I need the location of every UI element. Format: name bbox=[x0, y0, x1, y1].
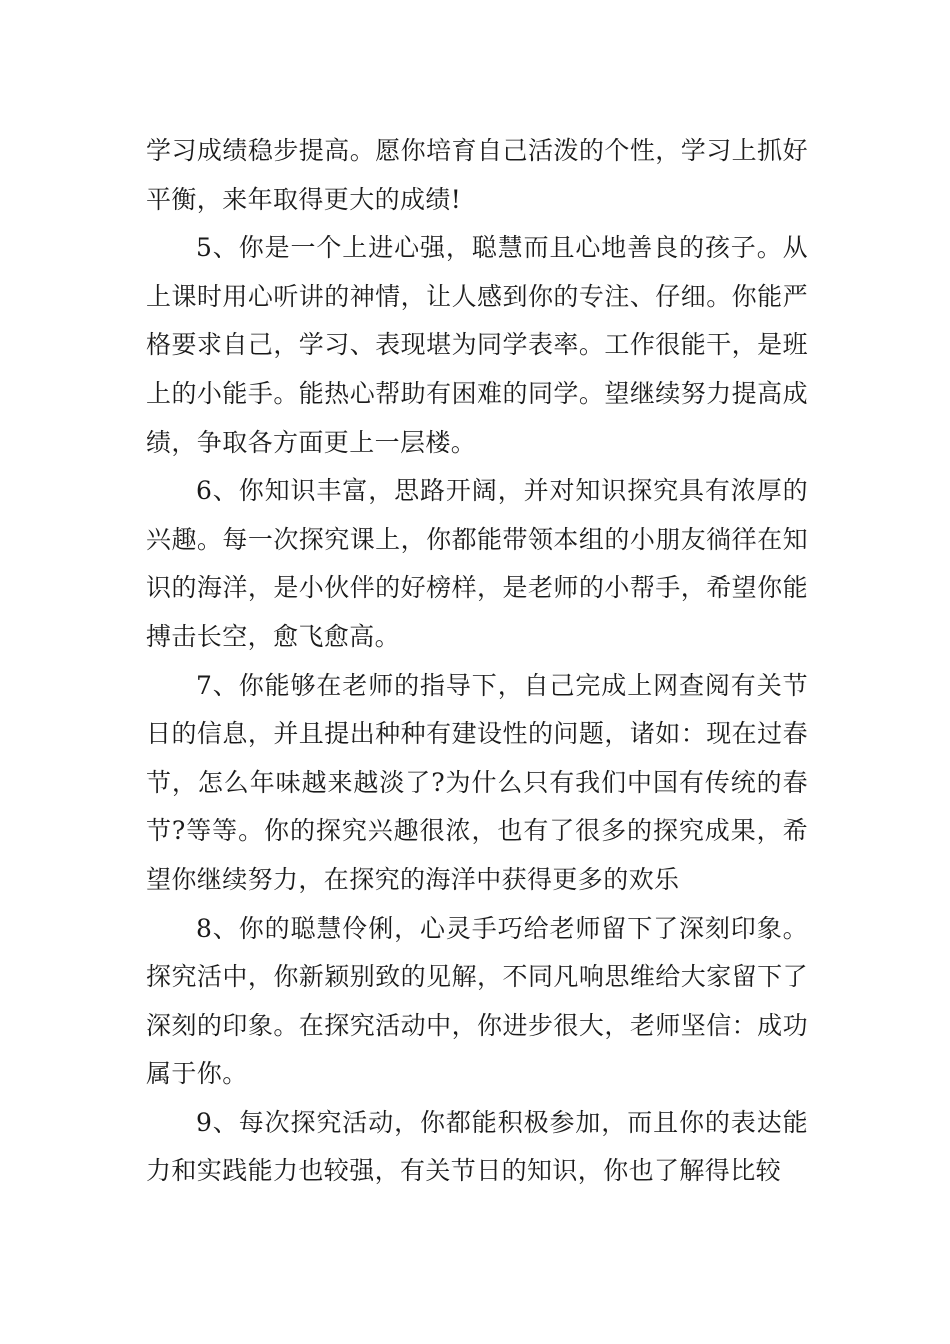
paragraph-comment-5: 5、你是一个上进心强，聪慧而且心地善良的孩子。从上课时用心听讲的神情，让人感到你的专注、仔细。你能严格要求自己，学习、表现堪为同学表率。工作很能干，是班上的小能手。能热心帮助有困难的同学。望继续努力提高成绩，争取各方面更上一层楼。 bbox=[146, 233, 808, 457]
paragraph-comment-7: 7、你能够在老师的指导下，自己完成上网查阅有关节日的信息，并且提出种种有建设性的问题，诸如：现在过春节，怎么年味越来越淡了?为什么只有我们中国有传统的春节?等等。你的探究兴趣很浓，也有了很多的探究成果，希望你继续努力，在探究的海洋中获得更多的欢乐 bbox=[146, 670, 808, 894]
paragraph-comment-8: 8、你的聪慧伶俐，心灵手巧给老师留下了深刻印象。探究活中，你新颖别致的见解，不同凡响思维给大家留下了深刻的印象。在探究活动中，你进步很大，老师坚信：成功属于你。 bbox=[146, 913, 808, 1089]
document-body bbox=[146, 127, 808, 1196]
paragraph-comment-9: 9、每次探究活动，你都能积极参加，而且你的表达能力和实践能力也较强，有关节日的知识，你也了解得比较 bbox=[146, 1107, 808, 1186]
paragraph-continuation: 学习成绩稳步提高。愿你培育自己活泼的个性，学习上抓好平衡，来年取得更大的成绩! bbox=[146, 136, 808, 214]
paragraph-comment-6: 6、你知识丰富，思路开阔，并对知识探究具有浓厚的兴趣。每一次探究课上，你都能带领本组的小朋友徜徉在知识的海洋，是小伙伴的好榜样，是老师的小帮手，希望你能搏击长空，愈飞愈高。 bbox=[146, 476, 808, 651]
